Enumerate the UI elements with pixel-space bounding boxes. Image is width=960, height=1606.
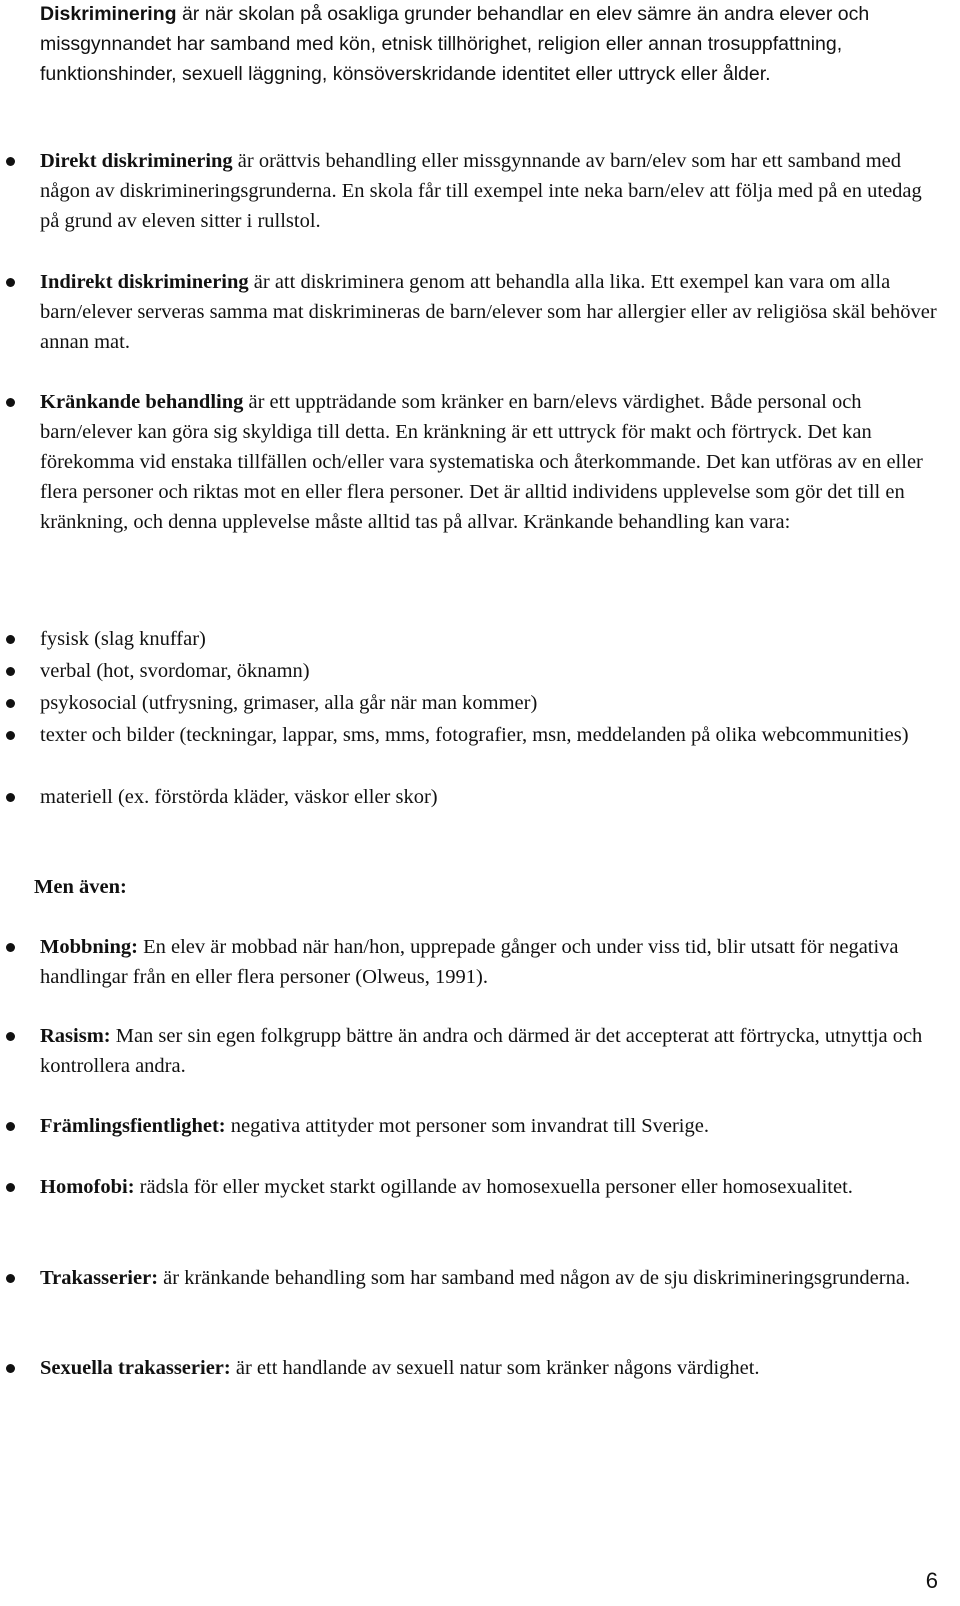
definition-term: Diskriminering <box>40 3 177 25</box>
definition-body: är när skolan på osakliga grunder behandlar en elev sämre än andra elever och missgynnandet har samband med kön, etnisk tillhörighet, religion eller annan trosuppfattning, funktionshinder, sexuell läggning, könsöverskridande identitet eller uttryck eller ålder. <box>40 3 870 85</box>
form-list-item <box>40 720 940 750</box>
definition-text <box>40 146 940 236</box>
definition-text <box>40 387 940 537</box>
definition-indirekt-diskriminering <box>40 267 940 357</box>
bullet-icon <box>6 1032 15 1041</box>
definition-text <box>40 267 940 357</box>
bullet-icon <box>6 1183 15 1192</box>
term-text <box>40 1021 940 1081</box>
page-number: 6 <box>925 1568 938 1593</box>
term-label: Främlingsfientlighet: <box>40 1115 226 1137</box>
form-list-item <box>40 782 940 812</box>
definition-body: är orättvis behandling eller missgynnande av barn/elev som har ett samband med någon av diskrimineringsgrunderna. En skola får till exempel inte neka barn/elev att följa med på en utedag på grund av eleven sitter i rullstol. <box>40 150 922 232</box>
term-label: Homofobi: <box>40 1176 135 1198</box>
bullet-icon <box>6 943 15 952</box>
term-text <box>40 1263 940 1293</box>
form-text: texter och bilder (teckningar, lappar, sms, mms, fotografier, msn, meddelanden på olika webcommunities) <box>40 724 909 746</box>
term-homofobi <box>40 1172 940 1202</box>
form-list-item <box>40 624 940 654</box>
definition-term: Direkt diskriminering <box>40 150 233 172</box>
term-body: En elev är mobbad när han/hon, upprepade gånger och under viss tid, blir utsatt för negativa handlingar från en eller flera personer (Olweus, 1991). <box>40 936 899 988</box>
term-text <box>40 1172 940 1202</box>
term-label: Rasism: <box>40 1025 111 1047</box>
definition-term: Kränkande behandling <box>40 391 244 413</box>
bullet-icon <box>6 667 15 676</box>
bullet-icon <box>6 1274 15 1283</box>
term-text <box>40 1111 940 1141</box>
section-heading: Men även: <box>34 876 127 898</box>
definition-body: är ett uppträdande som kränker en barn/elevs värdighet. Både personal och barn/elever kan göra sig skyldiga till detta. En kränkning är ett uttryck för makt och förtryck. Det kan förekomma vid enstaka tillfällen och/eller vara systematiska och återkommande. Det kan utföras av en eller flera personer och riktas mot en eller flera personer. Det är alltid individens upplevelse som gör det till en kränkning, och denna upplevelse måste alltid tas på allvar. Kränkande behandling kan vara: <box>40 391 923 533</box>
term-mobbning <box>40 932 940 992</box>
bullet-icon <box>6 1122 15 1131</box>
term-body: är kränkande behandling som har samband med någon av de sju diskrimineringsgrunderna. <box>158 1267 911 1289</box>
form-text: materiell (ex. förstörda kläder, väskor eller skor) <box>40 786 438 808</box>
term-label: Sexuella trakasserier: <box>40 1357 231 1379</box>
term-body: Man ser sin egen folkgrupp bättre än andra och därmed är det accepterat att förtrycka, utnyttja och kontrollera andra. <box>40 1025 923 1077</box>
term-text <box>40 1353 940 1383</box>
term-trakasserier <box>40 1263 940 1293</box>
definition-text <box>40 0 940 89</box>
definition-body: är att diskriminera genom att behandla alla lika. Ett exempel kan vara om alla barn/elever serveras samma mat diskrimineras de barn/elever som har allergier eller av religiösa skäl behöver annan mat. <box>40 271 937 353</box>
form-list-item <box>40 656 940 686</box>
term-text <box>40 932 940 992</box>
form-list-item <box>40 688 940 718</box>
term-body: är ett handlande av sexuell natur som kränker någons värdighet. <box>230 1357 760 1379</box>
term-label: Mobbning: <box>40 936 138 958</box>
definition-direkt-diskriminering <box>40 146 940 236</box>
bullet-icon <box>6 1364 15 1373</box>
form-text: fysisk (slag knuffar) <box>40 628 206 650</box>
definition-krankande-behandling <box>40 387 940 537</box>
definition-diskriminering <box>40 0 940 89</box>
term-framlingsfientlighet <box>40 1111 940 1141</box>
bullet-icon <box>6 157 15 166</box>
bullet-icon <box>6 731 15 740</box>
term-body: rädsla för eller mycket starkt ogillande av homosexuella personer eller homosexualitet. <box>134 1176 853 1198</box>
term-rasism <box>40 1021 940 1081</box>
bullet-icon <box>6 278 15 287</box>
bullet-icon <box>6 398 15 407</box>
bullet-icon <box>6 635 15 644</box>
form-text: verbal (hot, svordomar, öknamn) <box>40 660 310 682</box>
bullet-icon <box>6 699 15 708</box>
term-sexuella-trakasserier <box>40 1353 940 1383</box>
term-body: negativa attityder mot personer som invandrat till Sverige. <box>225 1115 709 1137</box>
definition-term: Indirekt diskriminering <box>40 271 249 293</box>
term-label: Trakasserier: <box>40 1267 159 1289</box>
form-text: psykosocial (utfrysning, grimaser, alla går när man kommer) <box>40 692 538 714</box>
bullet-icon <box>6 793 15 802</box>
